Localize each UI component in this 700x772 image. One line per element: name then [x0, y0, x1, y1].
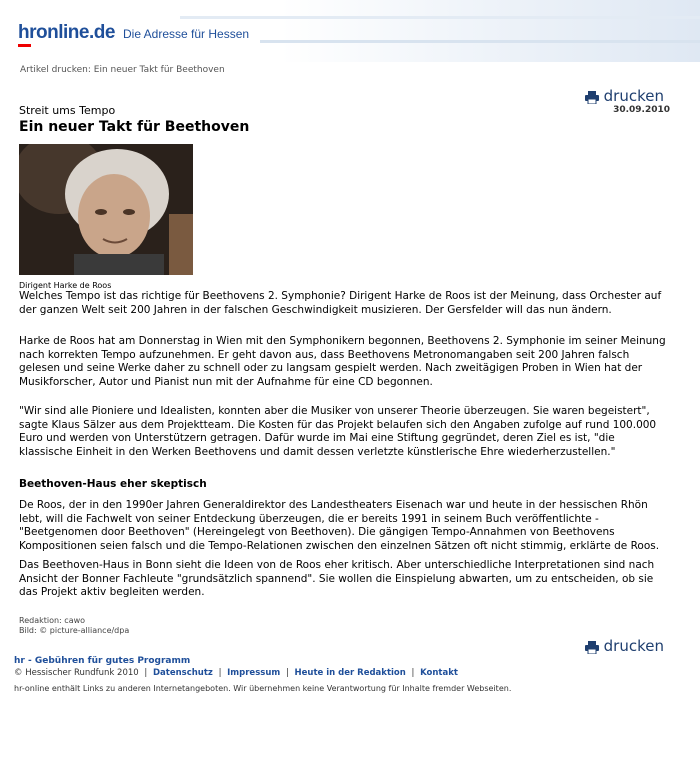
logo-accent — [18, 44, 31, 47]
footer-separator: | — [411, 668, 415, 678]
print-label: drucken — [603, 87, 664, 105]
article-date: 30.09.2010 — [613, 105, 670, 115]
footer-link-kontakt[interactable]: Kontakt — [420, 668, 458, 678]
footer-copyright: © Hessischer Rundfunk 2010 — [14, 668, 139, 678]
printer-icon — [585, 90, 599, 102]
print-label: drucken — [603, 637, 664, 655]
article-paragraph: Welches Tempo ist das richtige für Beethovens 2. Symphonie? Dirigent Harke de Roos ist der Meinung, dass Orchester auf der ganzen Welt seit 200 Jahren in der falschen Geschwindigkeit musizieren. Der Gersfelder will das nun ändern. — [19, 290, 662, 316]
footer-link-impressum[interactable]: Impressum — [227, 668, 281, 678]
footer-disclaimer: hr-online enthält Links zu anderen Internetangeboten. Wir übernehmen keine Verantwortung für Inhalte fremder Webseiten. — [14, 684, 512, 693]
photo-caption: Dirigent Harke de Roos — [19, 281, 112, 290]
footer-links — [14, 668, 458, 678]
article-kicker: Streit ums Tempo — [19, 104, 116, 117]
header-tagline: Die Adresse für Hessen — [123, 27, 250, 41]
page-header — [0, 0, 700, 62]
article-paragraph: Harke de Roos hat am Donnerstag in Wien mit den Symphonikern begonnen, Beethovens 2. Symphonie im seiner Meinung nach korrekten Tempo aufzunehmen. Er geht davon aus, dass Beethovens Metronomangaben seit 200 Jahren falsch gelesen und seine Werke daher zu schnell oder zu langsam gespielt werden. Nach zweitägigen Proben in Wien hat der Musikforscher, Autor und Pianist nun mit der Aufnahme für eine CD begonnen. — [19, 335, 666, 388]
article-photo — [19, 144, 193, 275]
article-headline: Ein neuer Takt für Beethoven — [19, 119, 250, 135]
breadcrumb: Artikel drucken: Ein neuer Takt für Beethoven — [20, 65, 225, 75]
logo-hr-text: hr — [18, 22, 36, 43]
print-link-top[interactable] — [585, 87, 664, 105]
footer-separator: | — [285, 668, 289, 678]
footer-title-link[interactable]: hr - Gebühren für gutes Programm — [14, 656, 191, 666]
article-paragraph: De Roos, der in den 1990er Jahren Generaldirektor des Landestheaters Eisenach war und heute in der hessischen Rhön lebt, will die Fachwelt von seiner Entdeckung überzeugen, die er bereits 1991 in seinem Buch veröffentlichte - "Beetgenomen door Beethoven" (Hereingelegt von Beethoven). Die gängigen Tempo-Annahmen von Beethovens Kompositionen seien falsch und die Tempo-Relationen zwischen den einzelnen Sätzen oft nicht stimmig, erklärte de Roos. — [19, 499, 660, 552]
footer-link-datenschutz[interactable]: Datenschutz — [152, 668, 213, 678]
article-paragraph: Das Beethoven-Haus in Bonn sieht die Ideen von de Roos eher kritisch. Aber unterschiedliche Interpretationen sind nach Ansicht der Bonner Fachleute "grundsätzlich spannend". Sie wollen die Einspielung abwarten, um zu entscheiden, ob sie das Projekt aktiv begleiten werden. — [19, 559, 655, 598]
footer-link-heute-in-der-redaktion[interactable]: Heute in der Redaktion — [294, 668, 406, 678]
editor-credit: Redaktion: cawo — [19, 616, 86, 625]
print-link-bottom[interactable] — [585, 637, 664, 655]
hr-online-logo[interactable] — [18, 22, 115, 44]
footer-separator: | — [218, 668, 222, 678]
footer-separator: | — [144, 668, 148, 678]
article-subhead: Beethoven-Haus eher skeptisch — [19, 478, 207, 490]
logo-online-text: online.de — [36, 22, 115, 43]
article-paragraph: "Wir sind alle Pioniere und Idealisten, konnten aber die Musiker von unserer Theorie überzeugen. Sie waren begeistert", sagte Klaus Sälzer aus dem Projektteam. Die Kosten für das Projekt belaufen sich den Angaben zufolge auf rund 100.000 Euro und werden von Unterstützern getragen. Dafür wurde im Mai eine Stiftung gegründet, deren Ziel es ist, "die klassische Einheit in den Werken Beethovens und damit dessen verletzte künstlerische Ehre wiederherzustellen." — [19, 405, 657, 458]
printer-icon — [585, 640, 599, 652]
header-stripe — [260, 40, 700, 43]
header-stripe — [180, 16, 700, 19]
photo-credit: Bild: © picture-alliance/dpa — [19, 626, 130, 635]
